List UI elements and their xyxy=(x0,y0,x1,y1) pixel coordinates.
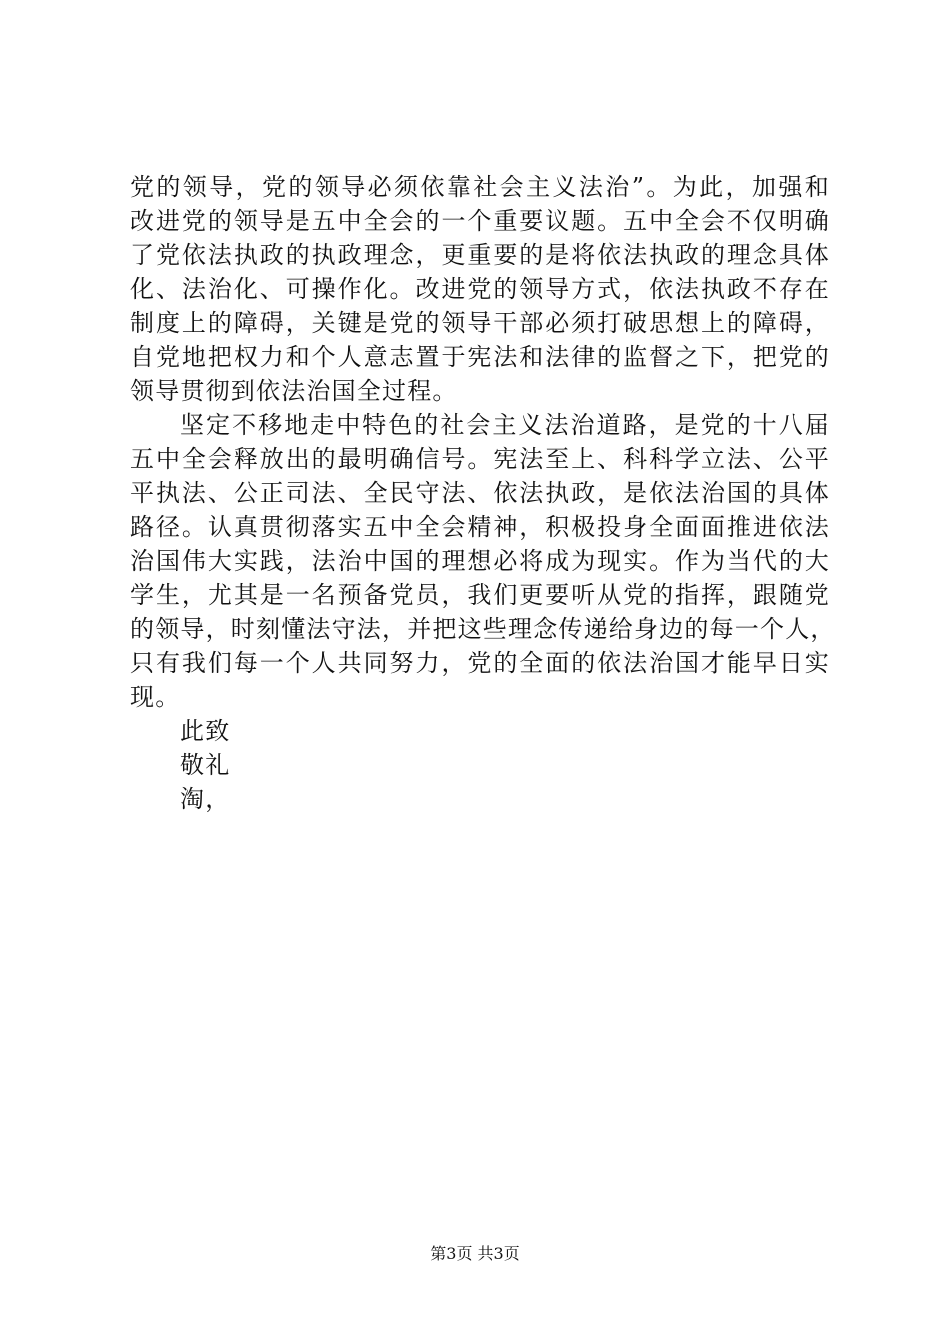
paragraph-2-line: 平执法、公正司法、全民守法、依法执政，是依法治国的具体 xyxy=(130,479,830,507)
paragraph-2-line: 学生，尤其是一名预备党员，我们更要听从党的指挥，跟随党 xyxy=(130,581,830,609)
paragraph-2-line: 只有我们每一个人共同努力，党的全面的依法治国才能早日实 xyxy=(130,649,830,677)
paragraph-2-line: 路径。认真贯彻落实五中全会精神，积极投身全面面推进依法 xyxy=(130,513,830,541)
paragraph-1-line: 化、法治化、可操作化。改进党的领导方式，依法执政不存在 xyxy=(130,275,830,303)
paragraph-2-line: 坚定不移地走中特色的社会主义法治道路，是党的十八届 xyxy=(180,411,830,439)
paragraph-1-line: 制度上的障碍，关键是党的领导干部必须打破思想上的障碍， xyxy=(130,309,830,337)
paragraph-2-line: 现。 xyxy=(130,683,181,711)
closing-salutation: 此致 xyxy=(180,717,231,745)
paragraph-1-line: 领导贯彻到依法治国全过程。 xyxy=(130,377,458,405)
paragraph-2-line: 的领导，时刻懂法守法，并把这些理念传递给身边的每一个人， xyxy=(130,615,836,643)
paragraph-1-line: 自党地把权力和个人意志置于宪法和法律的监督之下，把党的 xyxy=(130,343,830,371)
paragraph-2-line: 五中全会释放出的最明确信号。宪法至上、科科学立法、公平 xyxy=(130,445,830,473)
closing-signature: 淘， xyxy=(180,785,231,813)
closing-regards: 敬礼 xyxy=(180,751,231,779)
paragraph-1-line: 改进党的领导是五中全会的一个重要议题。五中全会不仅明确 xyxy=(130,207,830,235)
paragraph-2-line: 治国伟大实践，法治中国的理想必将成为现实。作为当代的大 xyxy=(130,547,830,575)
page-number-footer: 第3页 共3页 xyxy=(430,1244,520,1263)
paragraph-1-line: 了党依法执政的执政理念，更重要的是将依法执政的理念具体 xyxy=(130,241,830,269)
paragraph-1-line: 党的领导，党的领导必须依靠社会主义法治”。为此，加强和 xyxy=(130,173,830,201)
